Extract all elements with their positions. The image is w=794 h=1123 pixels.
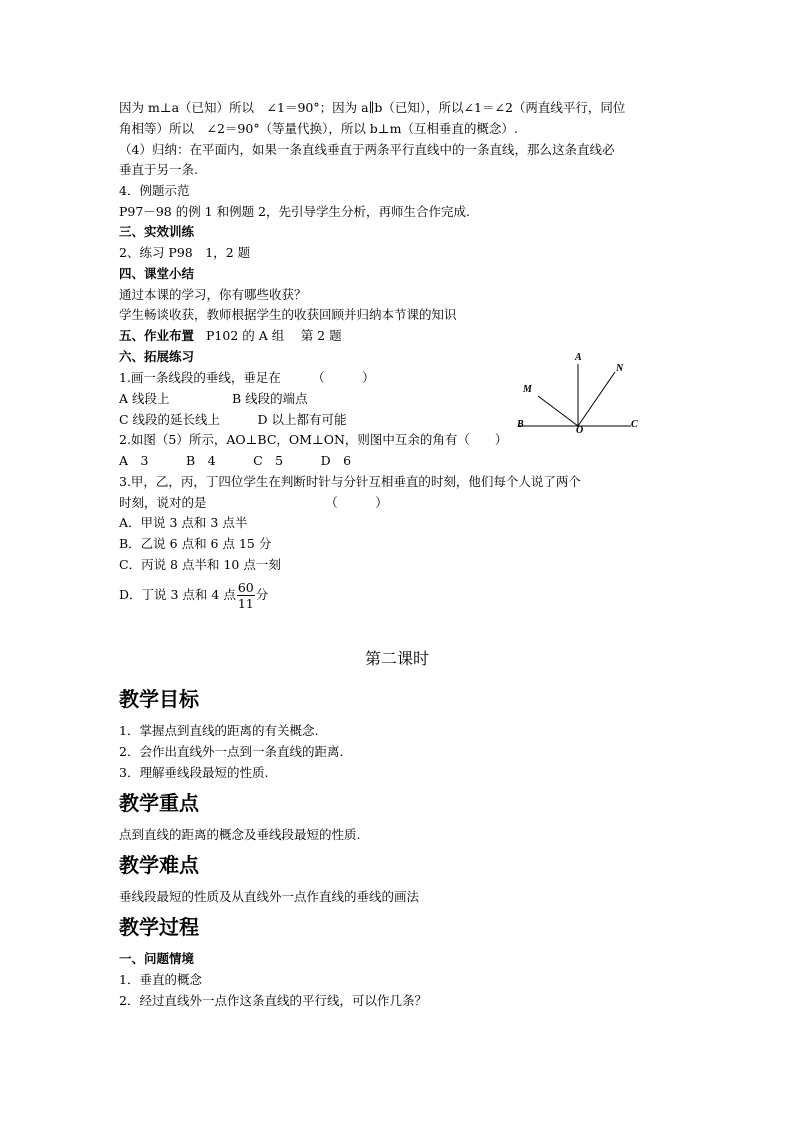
fraction-denominator: 11: [237, 596, 254, 611]
option-line: A 线段上 B 线段的端点: [119, 391, 308, 406]
option-line: C 线段的延长线上 D 以上都有可能: [119, 412, 347, 427]
label-n: N: [616, 363, 624, 374]
text-line: 时刻，说对的是 （ ）: [119, 495, 388, 510]
heading-key: 教学重点: [119, 791, 199, 815]
option-line: C．丙说 8 点半和 10 点一刻: [119, 557, 281, 572]
section-heading: 四、课堂小结: [119, 266, 195, 281]
homework-text: P102 的 A 组 第 2 题: [206, 328, 342, 343]
option-unit: 分: [255, 587, 269, 602]
section-title: 第二课时: [364, 649, 429, 668]
label-o: O: [576, 425, 584, 436]
goal-item: 3．理解垂线段最短的性质.: [119, 765, 269, 780]
text-line: P97－98 的例 1 和例题 2，先引导学生分析，再师生合作完成.: [119, 204, 470, 219]
option-text: D．丁说 3 点和 4 点: [119, 587, 236, 602]
text-line: 角相等）所以 ∠2＝90°（等量代换），所以 b⊥m（互相垂直的概念）.: [119, 121, 518, 136]
label-c: C: [631, 419, 638, 430]
difficulty-text: 垂线段最短的性质及从直线外一点作直线的垂线的画法: [119, 889, 420, 904]
option-line: A．甲说 3 点和 3 点半: [119, 515, 248, 530]
text-line: （4）归纳：在平面内，如果一条直线垂直于两条平行直线中的一条直线，那么这条直线必: [119, 142, 615, 157]
question-3: 3.甲，乙，丙，丁四位学生在判断时针与分针互相垂直的时刻，他们每个人说了两个: [119, 474, 581, 489]
heading-difficulty: 教学难点: [119, 853, 199, 877]
heading-goals: 教学目标: [119, 687, 199, 711]
text-line: 通过本课的学习，你有哪些收获？: [119, 287, 307, 302]
label-a: A: [575, 352, 582, 363]
option-line-fraction: [119, 577, 268, 613]
process-item: 1．垂直的概念: [119, 972, 202, 987]
section-heading: 三、实效训练: [119, 224, 195, 239]
ray-om: [538, 396, 578, 426]
fraction: [237, 580, 255, 611]
section-heading: 五、作业布置: [119, 328, 195, 343]
process-item: 2．经过直线外一点作这条直线的平行线，可以作几条？: [119, 993, 427, 1008]
goal-item: 1．掌握点到直线的距离的有关概念.: [119, 723, 319, 738]
question-2: 2.如图（5）所示，AO⊥BC，OM⊥ON，则图中互余的角有（ ）: [119, 432, 508, 447]
option-line: B．乙说 6 点和 6 点 15 分: [119, 536, 272, 551]
fraction-numerator: 60: [237, 580, 254, 595]
goal-item: 2．会作出直线外一点到一条直线的距离.: [119, 744, 344, 759]
heading-process: 教学过程: [119, 915, 199, 939]
text-line: 4．例题示范: [119, 183, 190, 198]
text-line: 垂直于另一条.: [119, 162, 198, 177]
key-text: 点到直线的距离的概念及垂线段最短的性质.: [119, 827, 361, 842]
process-subheading: 一、问题情境: [119, 951, 195, 966]
label-m: M: [523, 384, 532, 395]
question-1: 1.画一条线段的垂线，垂足在 （ ）: [119, 370, 375, 385]
section-heading: 六、拓展练习: [119, 349, 195, 364]
homework-line: [119, 327, 342, 344]
text-line: 学生畅谈收获，教师根据学生的收获回顾并归纳本节课的知识: [119, 307, 457, 322]
label-b: B: [517, 419, 524, 430]
ray-on: [578, 372, 615, 426]
option-line: A 3 B 4 C 5 D 6: [119, 453, 352, 468]
text-line: 2、练习 P98 1，2 题: [119, 245, 251, 260]
text-line: 因为 m⊥a（已知）所以 ∠1＝90°；因为 a∥b（已知），所以∠1＝∠2（两直线平行，同位: [119, 100, 626, 115]
